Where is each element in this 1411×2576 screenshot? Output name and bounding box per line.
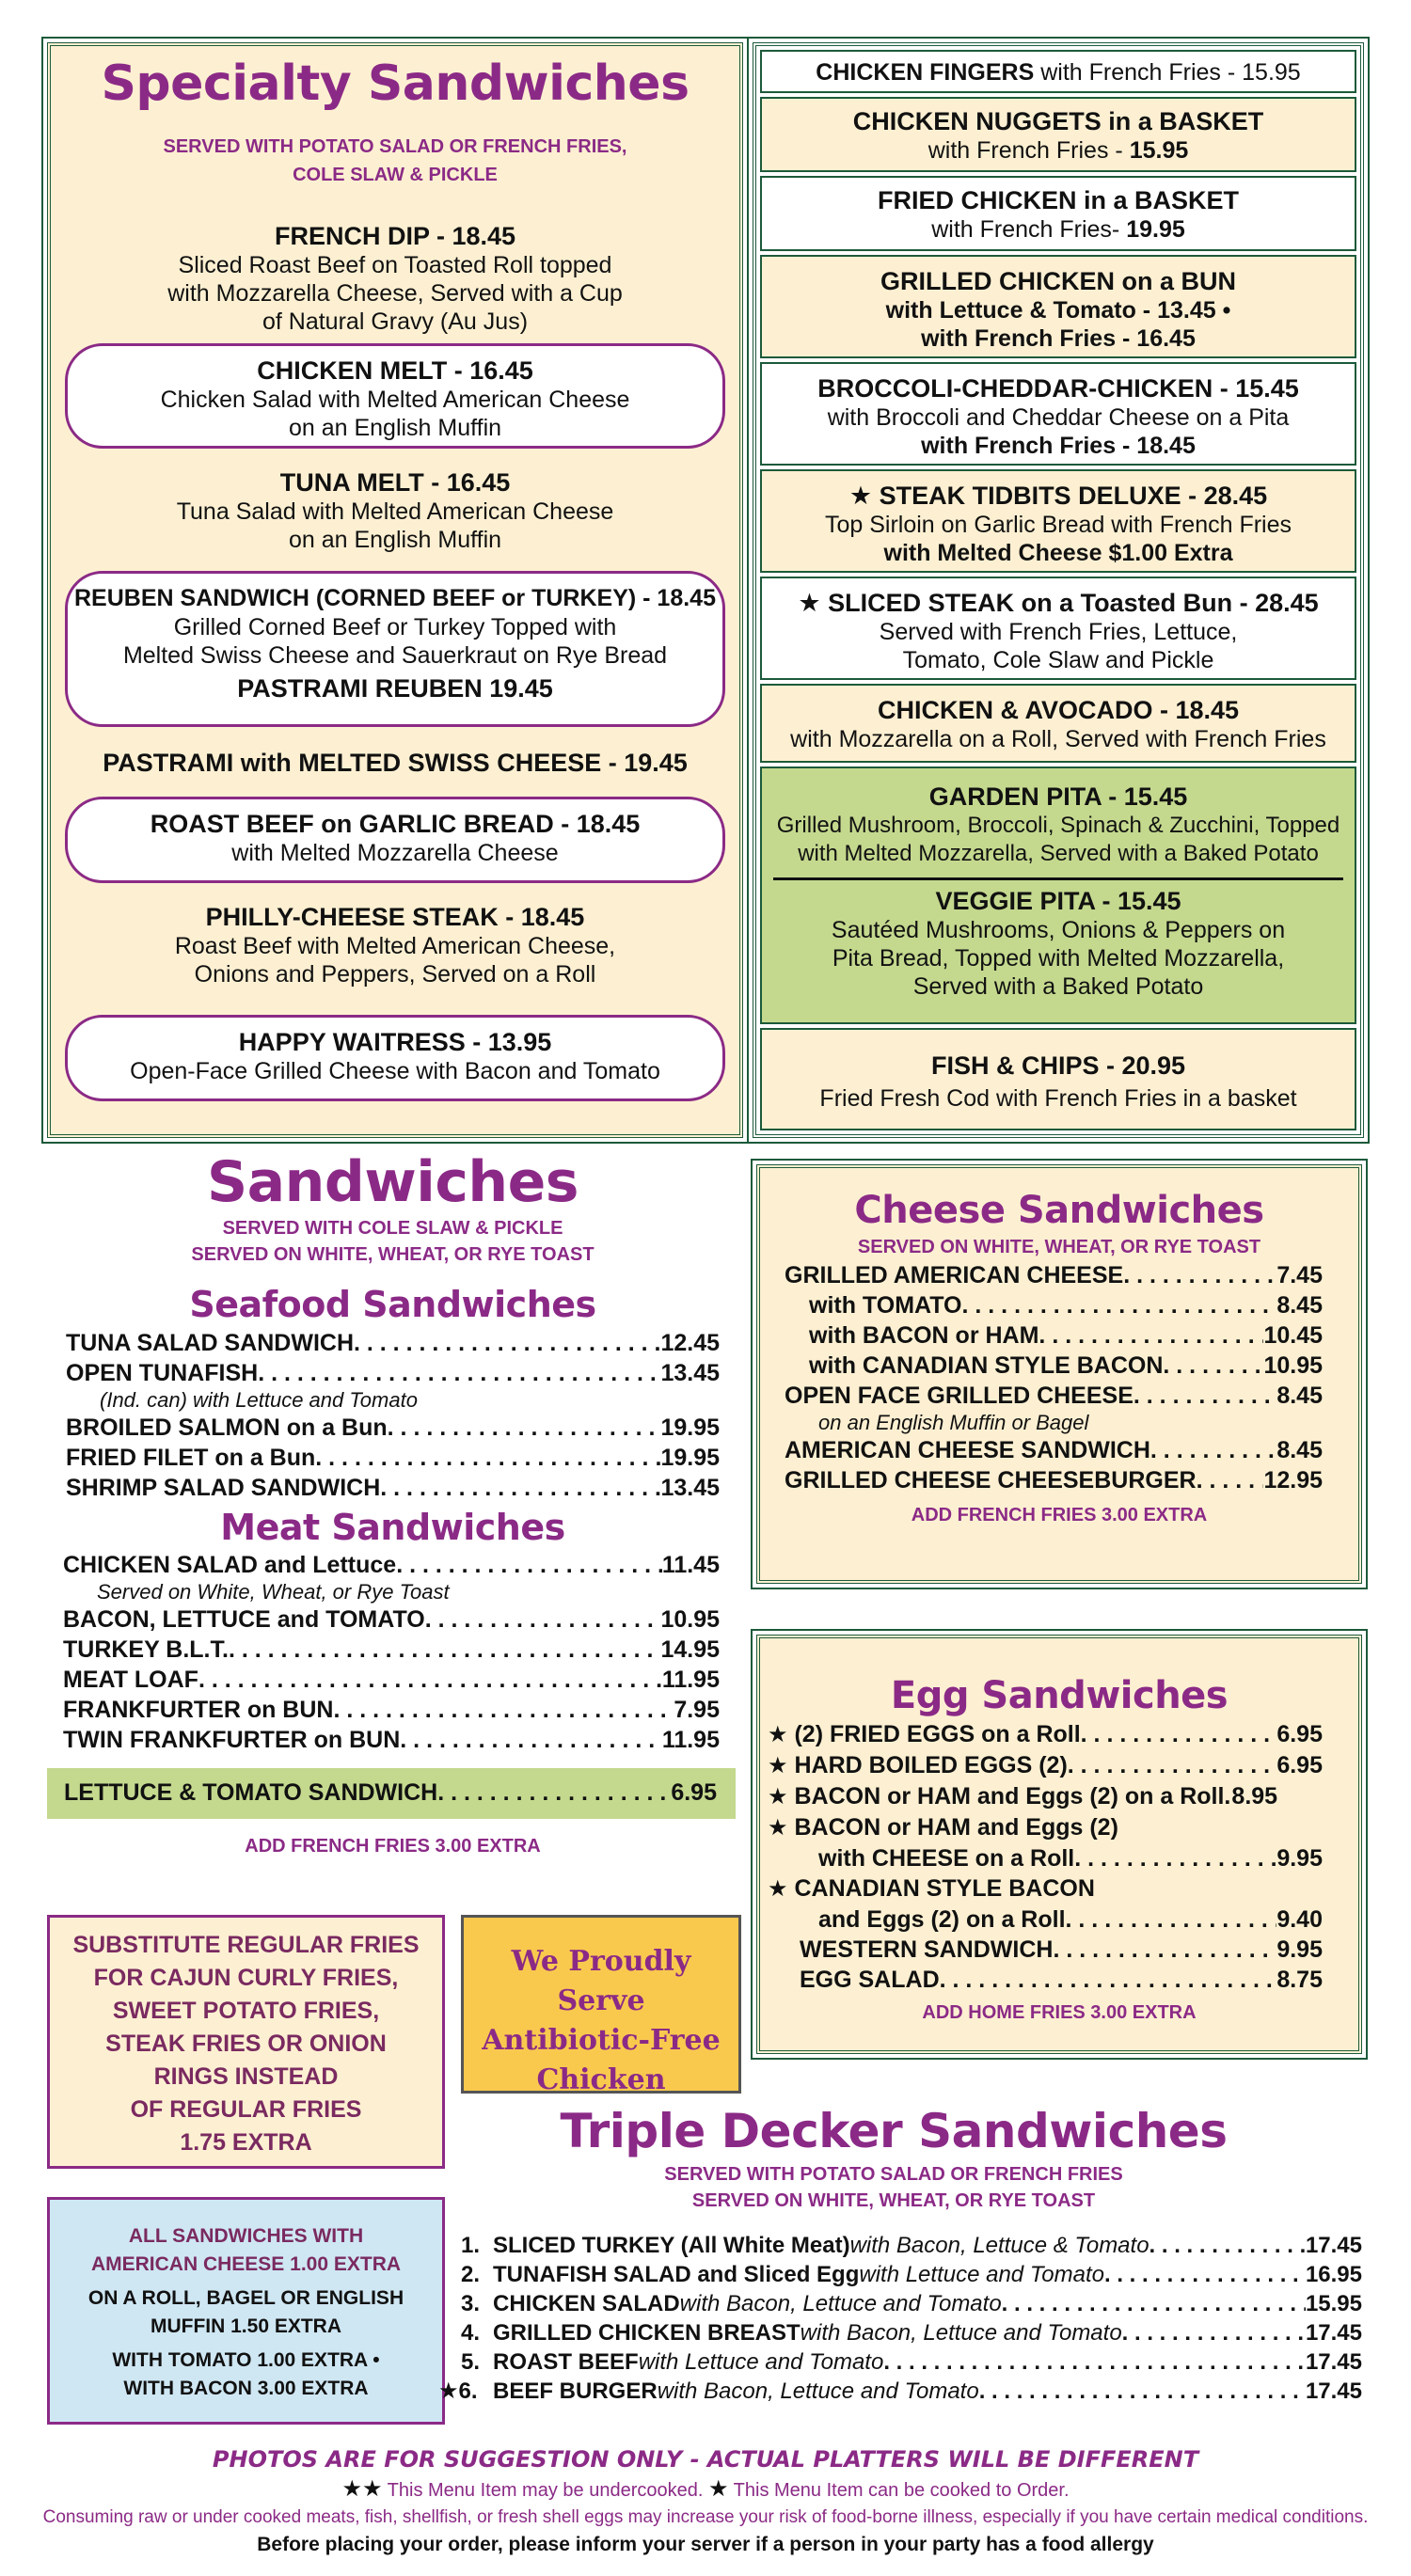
sandwiches-title: Sandwiches bbox=[206, 1149, 579, 1215]
item-philly: PHILLY-CHEESE STEAK - 18.45 Roast Beef with Melted American Cheese, Onions and Peppers, Served on a Roll bbox=[174, 903, 616, 988]
list-item: 3. CHICKEN SALAD with Bacon, Lettuce and Tomato . . . 15.95 bbox=[461, 2289, 1362, 2318]
specialty-panel bbox=[47, 42, 743, 1138]
cheese-add: ADD FRENCH FRIES 3.00 EXTRA bbox=[911, 1505, 1208, 1525]
cheese-panel bbox=[756, 1164, 1362, 1584]
item-chicken-melt: CHICKEN MELT - 16.45 Chicken Salad with Melted American Cheese on an English Muffin bbox=[65, 343, 725, 449]
cheese-list: GRILLED AMERICAN CHEESE . . . 7.45 with TOMATO . . . 8.45 with BACON or HAM . . . 10.45 with CANADIAN STYLE BACON . . . 10.95 OPEN FACE GRILLED CHEESE . . . 8.45 on an English Muffin or Bagel AMERICAN CHEESE SANDWICH . . . 8.45 GRILLED CHEESE CHEESEBURGER . . . 12.95 bbox=[760, 1260, 1358, 1495]
triple-list bbox=[438, 2214, 1362, 2406]
list-item: OPEN TUNAFISH . . . 13.45 bbox=[66, 1358, 720, 1388]
item-tuna-melt: TUNA MELT - 16.45 Tuna Salad with Melted American Cheese on an English Muffin bbox=[176, 468, 614, 553]
right-column-panel bbox=[753, 42, 1364, 1138]
sandwiches-add-fries: ADD FRENCH FRIES 3.00 EXTRA bbox=[245, 1836, 541, 1857]
list-item: ★ (2) FRIED EGGS on a Roll . . . 6.95 bbox=[768, 1719, 1323, 1750]
lettuce-tomato-bar bbox=[47, 1768, 736, 1819]
specialty-title: Specialty Sandwiches bbox=[101, 55, 690, 112]
allergy-notice: Before placing your order, please inform your server if a person in your party has a food allergy bbox=[257, 2534, 1154, 2555]
list-item: TUNA SALAD SANDWICH . . . 12.45 bbox=[66, 1328, 720, 1358]
star-icon: ★ bbox=[848, 482, 873, 510]
sandwiches-section bbox=[42, 1149, 743, 1902]
star-icon: ★ bbox=[707, 2476, 729, 2502]
item-steak-tidbits: ★ STEAK TIDBITS DELUXE - 28.45 Top Sirloin on Garlic Bread with French Fries with Melted Cheese $1.00 Extra bbox=[760, 469, 1356, 573]
item-french-dip: FRENCH DIP - 18.45 Sliced Roast Beef on Toasted Roll topped with Mozzarella Cheese, Served with a Cup of Natural Gravy (Au Jus) bbox=[167, 222, 623, 335]
item-fried-chicken: FRIED CHICKEN in a BASKET with French Fries- 19.95 bbox=[760, 176, 1356, 251]
list-item: with TOMATO . . . 8.45 bbox=[785, 1290, 1323, 1320]
substitute-box: SUBSTITUTE REGULAR FRIES FOR CAJUN CURLY FRIES, SWEET POTATO FRIES, STEAK FRIES OR ONION RINGS INSTEAD OF REGULAR FRIES 1.75 EXTRA bbox=[47, 1915, 445, 2169]
list-item: 1. SLICED TURKEY (All White Meat) with Bacon, Lettuce & Tomato . . . 17.45 bbox=[461, 2231, 1362, 2260]
seafood-list: TUNA SALAD SANDWICH . . . 12.45 OPEN TUNAFISH . . . 13.45 (Ind. can) with Lettuce and Tomato BROILED SALMON on a Bun . . . 19.95 FRIED FILET on a Bun . . . 19.95 SHRIMP SALAD SANDWICH . . . 13.45 bbox=[42, 1328, 743, 1503]
item-sliced-steak: ★ SLICED STEAK on a Toasted Bun - 28.45 Served with French Fries, Lettuce, Tomato, Cole Slaw and Pickle bbox=[760, 577, 1356, 680]
item-pastrami-swiss: PASTRAMI with MELTED SWISS CHEESE - 19.45 bbox=[103, 749, 688, 777]
item-fish-chips: FISH & CHIPS - 20.95 Fried Fresh Cod with French Fries in a basket bbox=[760, 1028, 1356, 1130]
triple-sub-2: SERVED ON WHITE, WHEAT, OR RYE TOAST bbox=[691, 2190, 1096, 2211]
list-item: ★ HARD BOILED EGGS (2) . . . 6.95 bbox=[768, 1750, 1323, 1781]
item-happy-waitress: HAPPY WAITRESS - 13.95 Open-Face Grilled Cheese with Bacon and Tomato bbox=[65, 1015, 725, 1101]
list-item: and Eggs (2) on a Roll . . . 9.40 bbox=[768, 1904, 1323, 1935]
list-item: BROILED SALMON on a Bun . . . 19.95 bbox=[66, 1413, 720, 1443]
list-item: with CANADIAN STYLE BACON . . . 10.95 bbox=[785, 1351, 1323, 1381]
item-garden-pita: GARDEN PITA - 15.45 Grilled Mushroom, Broccoli, Spinach & Zucchini, Topped with Melted Mozzarella, Served with a Baked Potato bbox=[776, 782, 1340, 866]
pita-divider bbox=[773, 877, 1343, 880]
cheese-sub: SERVED ON WHITE, WHEAT, OR RYE TOAST bbox=[857, 1237, 1261, 1257]
egg-add: ADD HOME FRIES 3.00 EXTRA bbox=[922, 2002, 1197, 2023]
specialty-sub-2: COLE SLAW & PICKLE bbox=[293, 165, 498, 185]
item-veggie-pita: VEGGIE PITA - 15.45 Sautéed Mushrooms, Onions & Peppers on Pita Bread, Topped with Melted Mozzarella, Served with a Baked Potato bbox=[831, 887, 1286, 1000]
list-item: ★ CANADIAN STYLE BACON bbox=[768, 1875, 1095, 1902]
triple-sub-1: SERVED WITH POTATO SALAD OR FRENCH FRIES bbox=[664, 2164, 1123, 2185]
star-icon: ★ bbox=[768, 1722, 788, 1747]
list-item: TWIN FRANKFURTER on BUN . . . 11.95 bbox=[63, 1725, 720, 1755]
list-item: FRANKFURTER on BUN . . . 7.95 bbox=[63, 1695, 720, 1725]
egg-panel bbox=[756, 1635, 1362, 2054]
photos-disclaimer: PHOTOS ARE FOR SUGGESTION ONLY - ACTUAL PLATTERS WILL BE DIFFERENT bbox=[212, 2446, 1199, 2473]
item-grilled-chicken-bun: GRILLED CHICKEN on a BUN with Lettuce & Tomato - 13.45 • with French Fries - 16.45 bbox=[760, 255, 1356, 358]
list-item: GRILLED CHEESE CHEESEBURGER . . . 12.95 bbox=[785, 1465, 1323, 1495]
list-item: ★ BACON or HAM and Eggs (2) on a Roll . . . 8.95 bbox=[768, 1781, 1323, 1812]
double-star-icon: ★★ bbox=[341, 2476, 383, 2502]
list-item: ★6. BEEF BURGER with Bacon, Lettuce and Tomato . . . 17.45 bbox=[438, 2377, 1362, 2406]
star-icon: ★ bbox=[768, 1876, 788, 1902]
list-item: TURKEY B.L.T. . . . 14.95 bbox=[63, 1635, 720, 1665]
footer bbox=[0, 2443, 1411, 2570]
item-broccoli-cheddar: BROCCOLI-CHEDDAR-CHICKEN - 15.45 with Broccoli and Cheddar Cheese on a Pita with French Fries - 18.45 bbox=[760, 362, 1356, 466]
list-item: AMERICAN CHEESE SANDWICH . . . 8.45 bbox=[785, 1435, 1323, 1465]
list-item: LETTUCE & TOMATO SANDWICH . . . 6.95 bbox=[64, 1778, 717, 1808]
list-item: CHICKEN SALAD and Lettuce . . . 11.45 bbox=[63, 1550, 720, 1580]
list-item: FRIED FILET on a Bun . . . 19.95 bbox=[66, 1443, 720, 1473]
star-icon: ★ bbox=[768, 1815, 788, 1841]
list-item: WESTERN SANDWICH . . . 9.95 bbox=[768, 1935, 1323, 1965]
list-item: GRILLED AMERICAN CHEESE . . . 7.45 bbox=[785, 1260, 1323, 1290]
list-item: BACON, LETTUCE and TOMATO . . . 10.95 bbox=[63, 1604, 720, 1635]
item-reuben: REUBEN SANDWICH (CORNED BEEF or TURKEY) - 18.45 Grilled Corned Beef or Turkey Topped with Melted Swiss Cheese and Sauerkraut on Rye Bread PASTRAMI REUBEN 19.45 bbox=[65, 571, 725, 727]
meat-list: CHICKEN SALAD and Lettuce . . . 11.45 Served on White, Wheat, or Rye Toast BACON, LETTUCE and TOMATO . . . 10.95 TURKEY B.L.T. . . . 14.95 MEAT LOAF . . . 11.95 FRANKFURTER on BUN . . . 7.95 TWIN FRANKFURTER on BUN . . . 11.95 bbox=[42, 1550, 743, 1755]
item-roast-beef-garlic: ROAST BEEF on GARLIC BREAD - 18.45 with Melted Mozzarella Cheese bbox=[65, 797, 725, 883]
pita-box bbox=[760, 766, 1356, 1024]
seafood-title: Seafood Sandwiches bbox=[189, 1284, 596, 1325]
sandwiches-sub-2: SERVED ON WHITE, WHEAT, OR RYE TOAST bbox=[191, 1244, 595, 1265]
star-legend: ★★ This Menu Item may be undercooked. ★ This Menu Item can be cooked to Order. bbox=[341, 2476, 1070, 2502]
list-item: ★ BACON or HAM and Eggs (2) bbox=[768, 1814, 1118, 1841]
triple-title: Triple Decker Sandwiches bbox=[560, 2104, 1228, 2158]
list-item: EGG SALAD . . . 8.75 bbox=[768, 1965, 1323, 1995]
egg-list bbox=[760, 1719, 1358, 1995]
list-item: SHRIMP SALAD SANDWICH . . . 13.45 bbox=[66, 1473, 720, 1503]
item-chicken-avocado: CHICKEN & AVOCADO - 18.45 with Mozzarella on a Roll, Served with French Fries bbox=[760, 684, 1356, 763]
consuming-warning: Consuming raw or under cooked meats, fish, shellfish, or fresh shell eggs may increase your risk of food-borne illness, especially if you have certain medical conditions. bbox=[42, 2507, 1369, 2527]
star-icon: ★ bbox=[768, 1753, 788, 1778]
meat-title: Meat Sandwiches bbox=[220, 1507, 565, 1548]
list-item: 5. ROAST BEEF with Lettuce and Tomato . . . 17.45 bbox=[461, 2347, 1362, 2377]
cheese-title: Cheese Sandwiches bbox=[854, 1189, 1264, 1232]
antibiotic-free-box: We Proudly Serve Antibiotic-Free Chicken bbox=[461, 1915, 741, 2094]
item-chicken-nuggets: CHICKEN NUGGETS in a BASKET with French Fries - 15.95 bbox=[760, 97, 1356, 172]
cheese-extra-box: ALL SANDWICHES WITH AMERICAN CHEESE 1.00 EXTRA ON A ROLL, BAGEL OR ENGLISH MUFFIN 1.50 EXTRA WITH TOMATO 1.00 EXTRA • WITH BACON 3.00 EXTRA bbox=[47, 2197, 445, 2425]
sandwiches-sub-1: SERVED WITH COLE SLAW & PICKLE bbox=[222, 1218, 563, 1239]
list-item: MEAT LOAF . . . 11.95 bbox=[63, 1665, 720, 1695]
list-item: OPEN FACE GRILLED CHEESE . . . 8.45 bbox=[785, 1381, 1323, 1411]
list-item: 2. TUNAFISH SALAD and Sliced Egg with Lettuce and Tomato . . . 16.95 bbox=[461, 2260, 1362, 2289]
star-icon: ★ bbox=[768, 1784, 788, 1810]
triple-decker-section bbox=[438, 2101, 1373, 2430]
list-item: with CHEESE on a Roll . . . 9.95 bbox=[768, 1843, 1323, 1873]
list-item: 4. GRILLED CHICKEN BREAST with Bacon, Lettuce and Tomato . . . 17.45 bbox=[461, 2318, 1362, 2347]
item-chicken-fingers: CHICKEN FINGERS with French Fries - 15.95 bbox=[760, 50, 1356, 93]
list-item: with BACON or HAM . . . 10.45 bbox=[785, 1320, 1323, 1351]
specialty-sub-1: SERVED WITH POTATO SALAD OR FRENCH FRIES, bbox=[163, 136, 627, 157]
star-icon: ★ bbox=[798, 589, 821, 617]
egg-title: Egg Sandwiches bbox=[890, 1674, 1229, 1717]
